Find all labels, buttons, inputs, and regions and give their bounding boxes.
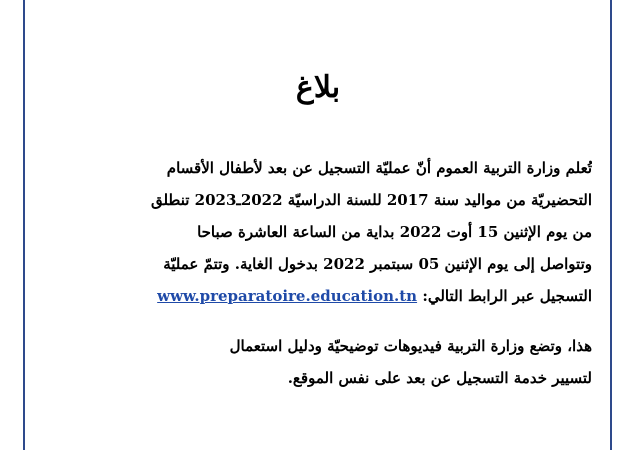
paragraph-line: تُعلم وزارة التربية العموم أنّ عمليّة التسجيل عن بعد لأطفال الأقسام (166, 159, 592, 177)
paragraph-line: هذا، وتضع وزارة التربية فيديوهات توضيحيّة ودليل استعمال (229, 337, 592, 355)
paragraph-line: من يوم الإثنين 15 أوت 2022 بداية من الساعة العاشرة صباحا (197, 223, 592, 241)
page-title: بلاغ (295, 70, 341, 105)
registration-link[interactable]: www.preparatoire.education.tn (157, 287, 418, 305)
paragraph-line-with-link (96, 280, 592, 312)
paragraph-line: وتتواصل إلى يوم الإثنين 05 سبتمبر 2022 بدخول الغاية. وتتمّ عمليّة (163, 255, 592, 273)
announcement-body (96, 152, 592, 394)
link-intro-text: التسجيل عبر الرابط التالي: (422, 287, 592, 305)
header-fragment (250, 0, 380, 4)
paragraph-line: لتسيير خدمة التسجيل عن بعد على نفس الموقع. (287, 369, 592, 387)
paragraph-gap (96, 312, 592, 330)
paragraph-line: التحضيريّة من مواليد سنة 2017 للسنة الدراسيّة 2022ـ2023 تنطلق (150, 191, 592, 209)
